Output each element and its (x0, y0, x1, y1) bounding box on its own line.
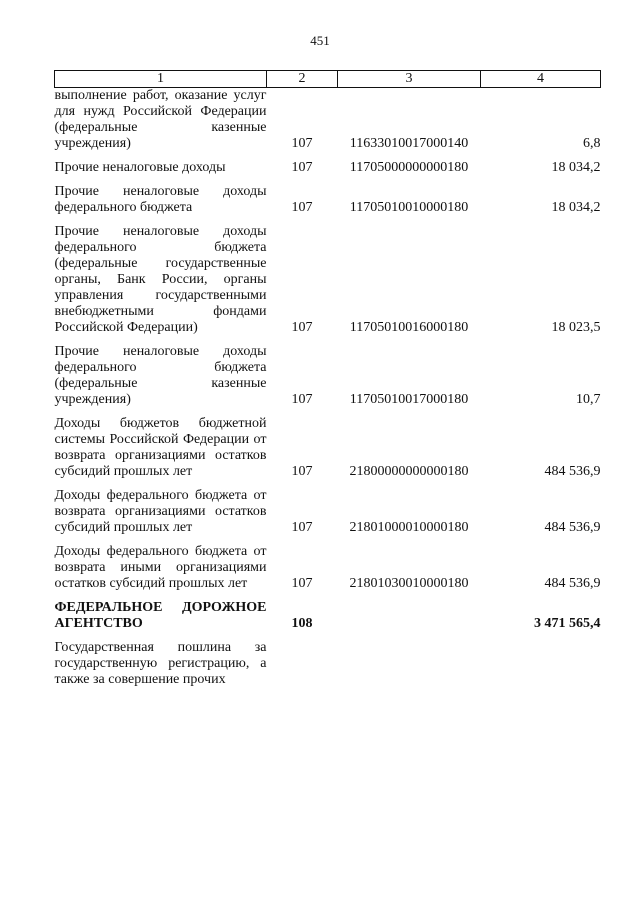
row-admin-code: 107 (291, 520, 313, 535)
row-budget-code: 11705000000000180 (349, 160, 469, 175)
table-row (55, 224, 601, 336)
row-budget-code: 11705010016000180 (349, 320, 469, 335)
row-name: Доходы бюджетов бюджетной системы Российской Федерации от возврата организациями остатков субсидий прошлых лет (54, 416, 267, 479)
row-name: Прочие неналоговые доходы федерального бюджета (федеральные казенные учреждения) (54, 344, 267, 407)
table-row (55, 160, 601, 176)
table-header-row (55, 71, 601, 88)
row-budget-code (338, 640, 481, 688)
page-number: 451 (310, 33, 330, 48)
row-budget-code: 21800000000000180 (349, 464, 469, 479)
row-admin-code: 107 (291, 392, 313, 407)
row-amount (481, 640, 601, 688)
table-row (55, 344, 601, 408)
table-row (55, 88, 601, 153)
column-header-2: 2 (267, 71, 338, 88)
table-row (55, 488, 601, 536)
row-amount: 18 023,5 (551, 320, 601, 335)
row-amount: 18 034,2 (551, 200, 601, 215)
row-name: Прочие неналоговые доходы (54, 160, 226, 175)
row-name: выполнение работ, оказание услуг для нужд Российской Федерации (федеральные казенные учреждения) (54, 88, 267, 151)
agency-name: ФЕДЕРАЛЬНОЕ ДОРОЖНОЕ АГЕНТСТВО (54, 600, 267, 631)
row-name: Доходы федерального бюджета от возврата организациями остатков субсидий прошлых лет (54, 488, 267, 535)
agency-budget-code (338, 600, 481, 632)
row-name: Доходы федерального бюджета от возврата иными организациями остатков субсидий прошлых лет (54, 544, 267, 591)
row-amount: 484 536,9 (544, 520, 601, 535)
table-row (55, 184, 601, 216)
column-header-4: 4 (481, 71, 601, 88)
row-admin-code: 107 (291, 160, 313, 175)
row-admin-code: 107 (291, 320, 313, 335)
row-amount: 484 536,9 (544, 464, 601, 479)
row-budget-code: 11633010017000140 (349, 136, 469, 151)
row-admin-code: 107 (291, 464, 313, 479)
row-admin-code (267, 640, 338, 688)
row-name: Прочие неналоговые доходы федерального бюджета (54, 184, 267, 215)
row-admin-code: 107 (291, 576, 313, 591)
table-row (55, 416, 601, 480)
row-admin-code: 107 (291, 136, 313, 151)
row-amount: 18 034,2 (551, 160, 601, 175)
row-amount: 10,7 (576, 392, 601, 407)
row-budget-code: 11705010010000180 (349, 200, 469, 215)
row-budget-code: 11705010017000180 (349, 392, 469, 407)
agency-amount: 3 471 565,4 (534, 616, 601, 631)
row-admin-code: 107 (291, 200, 313, 215)
table-row-agency (55, 600, 601, 632)
row-amount: 484 536,9 (544, 576, 601, 591)
budget-revenue-table (54, 70, 601, 688)
row-amount: 6,8 (583, 136, 601, 151)
row-budget-code: 21801000010000180 (349, 520, 469, 535)
row-budget-code: 21801030010000180 (349, 576, 469, 591)
column-header-3: 3 (338, 71, 481, 88)
column-header-1: 1 (55, 71, 267, 88)
row-name: Прочие неналоговые доходы федерального бюджета (федеральные государственные органы, Банк России, органы управления государственными внебюджетными фондами Российской Федерации) (54, 224, 267, 335)
table-row (55, 640, 601, 688)
row-name: Государственная пошлина за государственную регистрацию, а также за совершение прочих (54, 640, 267, 687)
agency-admin-code: 108 (291, 616, 313, 631)
table-row (55, 544, 601, 592)
